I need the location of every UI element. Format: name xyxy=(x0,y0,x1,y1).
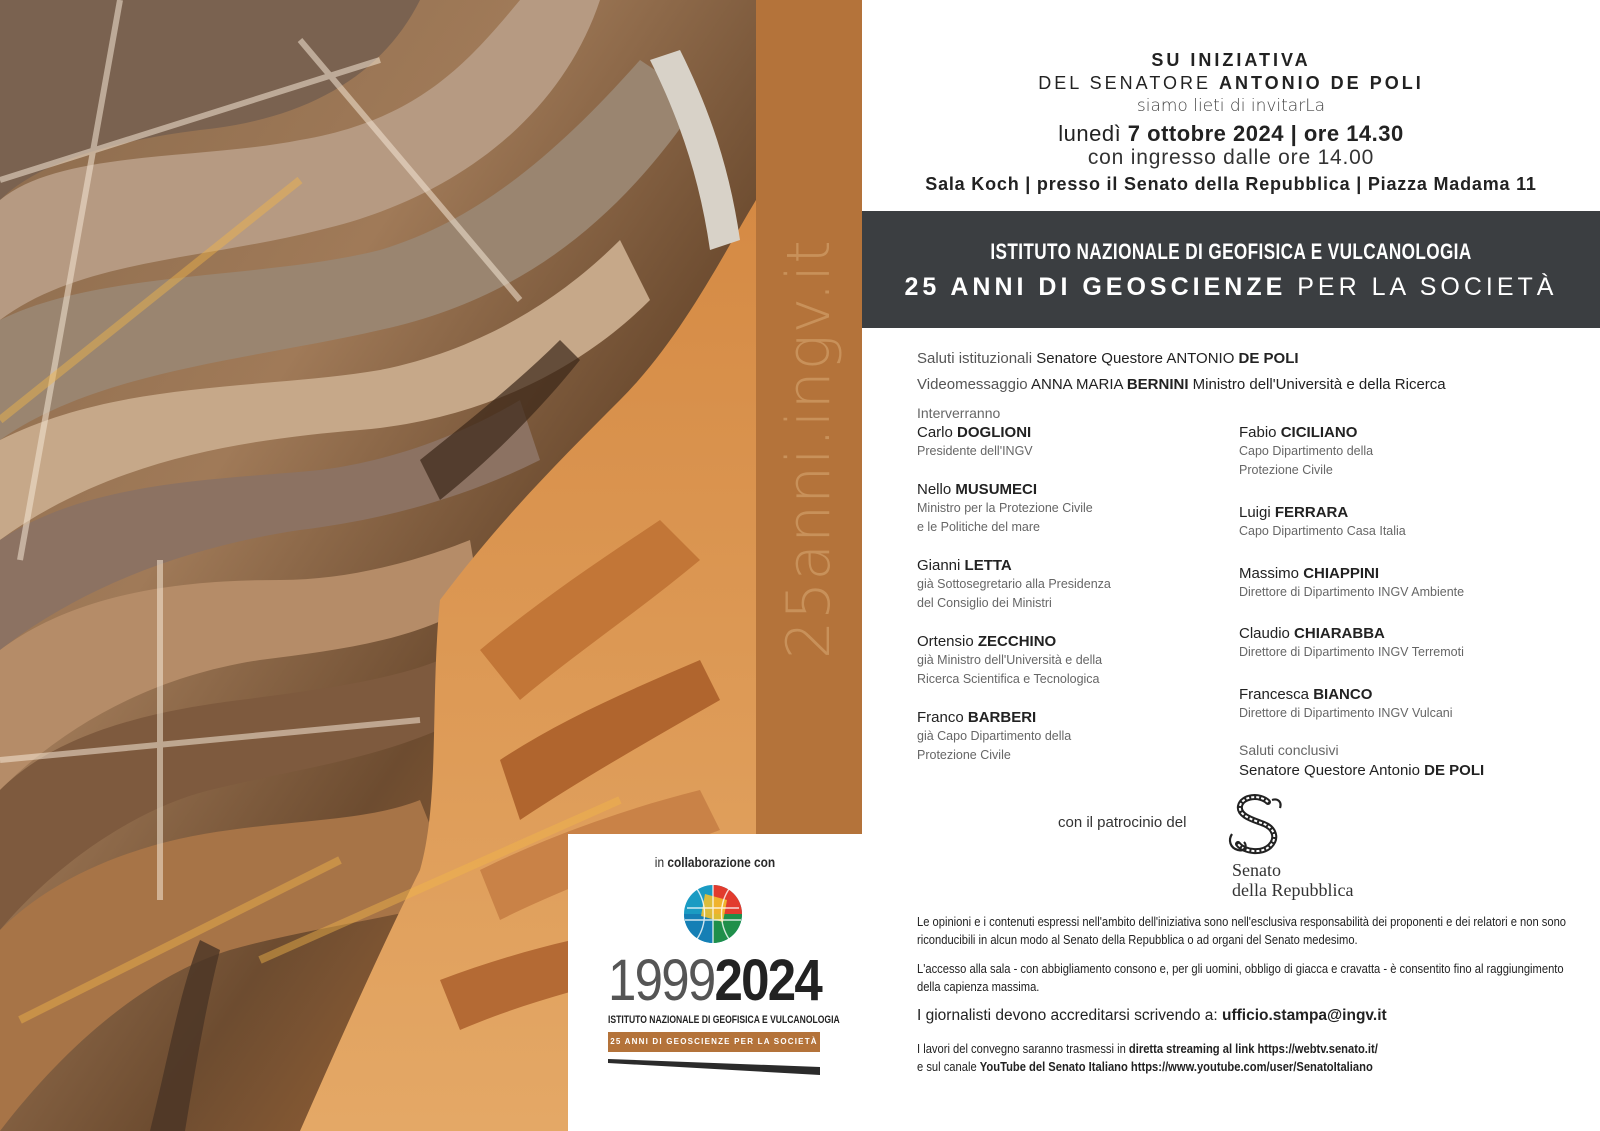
speaker-role: Direttore di Dipartimento INGV Terremoti xyxy=(1239,645,1464,659)
initiative-line: SU INIZIATIVA xyxy=(1151,50,1311,70)
speaker-first: Francesca xyxy=(1239,686,1310,703)
speaker-role: Direttore di Dipartimento INGV Vulcani xyxy=(1239,706,1453,720)
speaker-name xyxy=(1239,423,1559,442)
invitation-panel xyxy=(862,0,1600,1131)
site-url: 25anni.ingv.it xyxy=(774,239,844,659)
venue: Sala Koch | presso il Senato della Repubblica | Piazza Madama 11 xyxy=(925,174,1537,194)
dress-code-note: L'accesso alla sala - con abbigliamento consono e, per gli uomini, obbligo di giacca e cravatta - è consentito fino al raggiungimento della capienza massima. xyxy=(917,961,1564,994)
speaker-left-4 xyxy=(917,632,1237,689)
date-main: 7 ottobre 2024 | ore 14.30 xyxy=(1127,121,1404,146)
closing-label: Saluti conclusivi xyxy=(1239,742,1339,758)
banner-title-bold: 25 ANNI DI GEOSCIENZE xyxy=(904,273,1287,301)
speaker-left-5 xyxy=(917,708,1237,765)
speaker-last: BIANCO xyxy=(1313,686,1373,703)
greetings-label: Saluti istituzionali xyxy=(917,350,1033,367)
speaker-left-3 xyxy=(917,556,1237,613)
speaker-role: Presidente dell'INGV xyxy=(917,444,1033,458)
speaker-role: Capo Dipartimento della Protezione Civile xyxy=(1239,444,1374,477)
brand-strip xyxy=(756,0,862,834)
speaker-name xyxy=(1239,685,1559,704)
speaker-name xyxy=(917,423,1237,442)
greetings-bold: DE POLI xyxy=(1238,350,1299,367)
press-text: I giornalisti devono accreditarsi scrivendo a: xyxy=(917,1007,1222,1024)
speaker-first: Carlo xyxy=(917,424,953,441)
speaker-right-2 xyxy=(1239,503,1559,541)
year-start: 1999 xyxy=(608,948,715,1013)
speaker-role: Ministro per la Protezione Civile e le Politiche del mare xyxy=(917,501,1093,534)
banner-institute: ISTITUTO NAZIONALE DI GEOFISICA E VULCANOLOGIA xyxy=(990,239,1472,264)
senator-name: ANTONIO DE POLI xyxy=(1219,73,1424,93)
speaker-right-3 xyxy=(1239,564,1559,602)
speaker-last: ZECCHINO xyxy=(977,633,1057,650)
closing-speaker xyxy=(1239,761,1559,780)
collaboration-label xyxy=(590,854,840,870)
speaker-right-4 xyxy=(1239,624,1559,662)
closing-name xyxy=(1239,761,1559,780)
speaker-last: CHIARABBA xyxy=(1294,625,1385,642)
speaker-first: Gianni xyxy=(917,557,961,574)
stream-text-2: e sul canale xyxy=(917,1059,980,1074)
patronage-label: con il patrocinio del xyxy=(1058,814,1187,831)
closing-bold: DE POLI xyxy=(1424,762,1485,779)
speaker-right-5 xyxy=(1239,685,1559,723)
speaker-first: Massimo xyxy=(1239,565,1300,582)
speaker-name xyxy=(917,480,1237,499)
video-line xyxy=(917,376,1446,393)
ingv-globe-icon xyxy=(683,884,743,944)
speaker-left-1 xyxy=(917,423,1237,461)
streaming-note xyxy=(917,1040,1579,1076)
institute-name: ISTITUTO NAZIONALE DI GEOFISICA E VULCANOLOGIA xyxy=(608,1014,840,1026)
speaker-last: BARBERI xyxy=(967,709,1037,726)
video-bold: BERNINI xyxy=(1126,376,1189,393)
speaker-first: Ortensio xyxy=(917,633,974,650)
speaker-role: già Capo Dipartimento della Protezione Civile xyxy=(917,729,1072,762)
speaker-first: Franco xyxy=(917,709,964,726)
senate-emblem-icon xyxy=(1224,794,1290,858)
speaker-name xyxy=(1239,503,1559,522)
year-end: 2024 xyxy=(714,948,822,1013)
greetings-text: Senatore Questore ANTONIO xyxy=(1032,350,1239,367)
press-email-link[interactable]: ufficio.stampa@ingv.it xyxy=(1221,1007,1387,1024)
date-prefix: lunedì xyxy=(1058,121,1128,146)
stream-text-1: I lavori del convegno saranno trasmessi in xyxy=(917,1041,1129,1056)
speaker-name xyxy=(1239,564,1559,583)
collaboration-box xyxy=(568,834,862,1131)
banner-title xyxy=(862,273,1600,302)
speaker-role: già Ministro dell'Università e della Ricerca Scientifica e Tecnologica xyxy=(917,653,1103,686)
speaker-last: CICILIANO xyxy=(1280,424,1358,441)
institute-tagline: 25 ANNI DI GEOSCIENZE PER LA SOCIETÀ xyxy=(608,1032,820,1052)
banner-title-rest: PER LA SOCIETÀ xyxy=(1286,273,1558,301)
speaker-name xyxy=(917,632,1237,651)
speaker-last: CHIAPPINI xyxy=(1303,565,1380,582)
senate-name: Senato della Repubblica xyxy=(1232,860,1354,900)
speaker-name xyxy=(917,708,1237,727)
speaker-last: LETTA xyxy=(964,557,1012,574)
disclaimer-note: Le opinioni e i contenuti espressi nell'ambito dell'iniziativa sono nell'esclusiva responsabilità dei proponenti e dei relatori e non sono riconducibili in alcun modo al Senato della Repubblica o ad organi del Senato medesimo. xyxy=(917,914,1567,947)
event-banner xyxy=(862,211,1600,328)
speaker-first: Claudio xyxy=(1239,625,1290,642)
speaker-last: FERRARA xyxy=(1274,504,1349,521)
speaker-last: MUSUMECI xyxy=(955,481,1038,498)
webtv-link[interactable]: diretta streaming al link https://webtv.senato.it/ xyxy=(1128,1041,1378,1056)
collaboration-prefix: in xyxy=(654,854,665,870)
invite-line: siamo lieti di invitarLa xyxy=(1136,96,1326,116)
speaker-role: già Sottosegretario alla Presidenza del Consiglio dei Ministri xyxy=(917,577,1111,610)
event-date xyxy=(862,121,1600,147)
senator-line xyxy=(862,73,1600,94)
anniversary-years xyxy=(608,948,822,1013)
closing-text: Senatore Questore Antonio xyxy=(1239,762,1425,779)
speaker-name xyxy=(1239,624,1559,643)
youtube-link[interactable]: YouTube del Senato Italiano https://www.youtube.com/user/SenatoItaliano xyxy=(979,1059,1373,1074)
speaker-role: Direttore di Dipartimento INGV Ambiente xyxy=(1239,585,1465,599)
speaker-last: DOGLIONI xyxy=(957,424,1032,441)
senator-prefix: DEL SENATORE xyxy=(1038,73,1220,93)
video-label: Videomessaggio xyxy=(917,376,1028,393)
greetings-line xyxy=(917,350,1299,367)
video-text: ANNA MARIA xyxy=(1027,376,1127,393)
speaker-role: Capo Dipartimento Casa Italia xyxy=(1239,524,1406,538)
speaker-first: Fabio xyxy=(1239,424,1277,441)
video-role: Ministro dell'Università e della Ricerca xyxy=(1188,376,1446,393)
speaker-left-2 xyxy=(917,480,1237,537)
speaker-first: Luigi xyxy=(1239,504,1271,521)
speaker-first: Nello xyxy=(917,481,952,498)
entry-time: con ingresso dalle ore 14.00 xyxy=(1087,146,1375,169)
decorative-wedge xyxy=(608,1059,820,1075)
speakers-heading: Interverranno xyxy=(917,405,1001,421)
press-note xyxy=(917,1007,1387,1025)
speaker-name xyxy=(917,556,1237,575)
collaboration-text: collaborazione con xyxy=(667,854,776,870)
speaker-right-1 xyxy=(1239,423,1559,480)
